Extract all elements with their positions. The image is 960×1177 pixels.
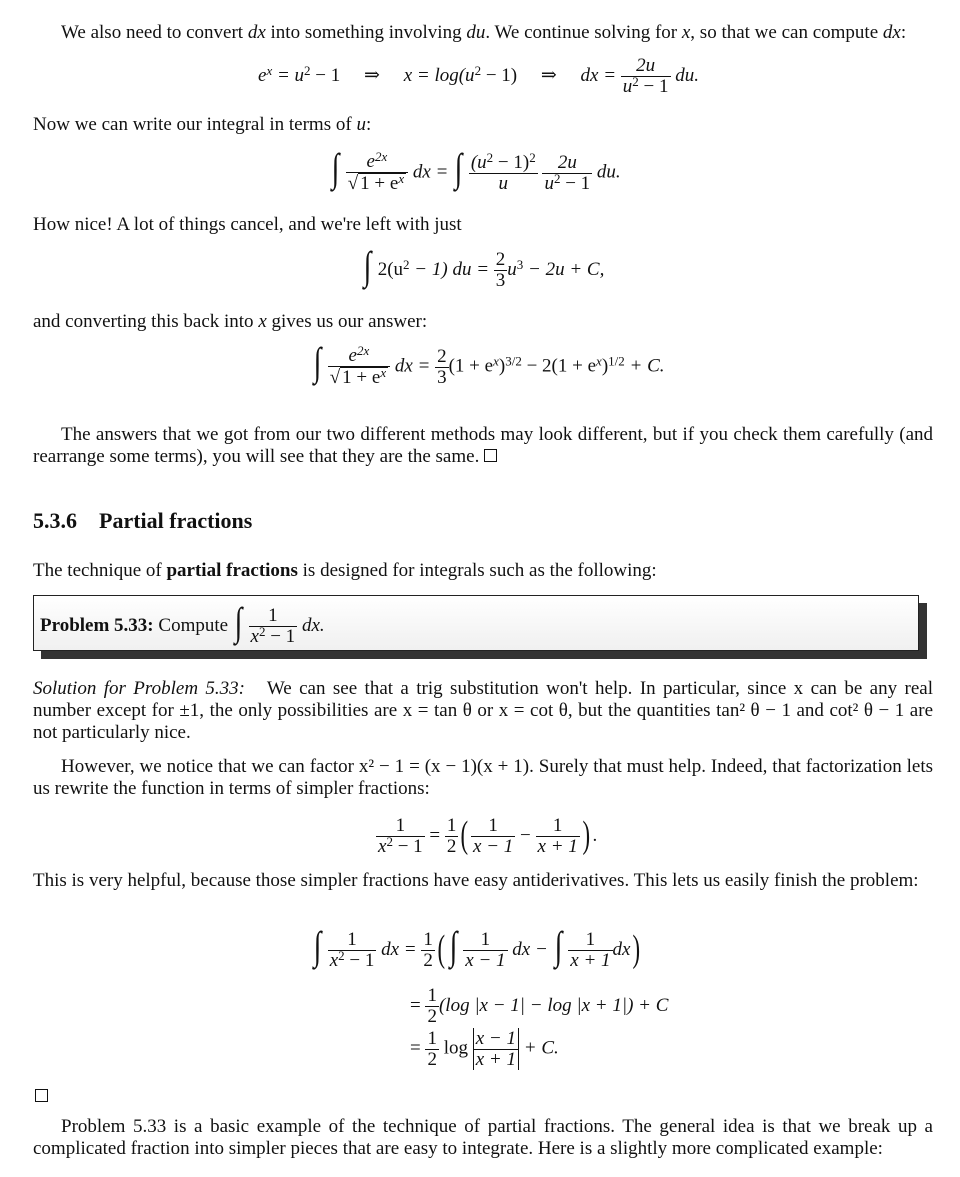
- paragraph-convert-dx: We also need to convert dx into something involving du. We continue solving for x, so that we can compute dx:: [61, 22, 907, 43]
- paragraph-easy-antiderivatives: This is very helpful, because those simpler fractions have easy antiderivatives. This lets us easily finish the problem:: [33, 870, 919, 891]
- paragraph-integral-in-u: Now we can write our integral in terms of u:: [33, 114, 372, 135]
- paragraph-convert-back: and converting this back into x gives us our answer:: [33, 311, 428, 332]
- equation-integral-line3: = $\frac{1}{2}$ log $\frac{x - 1}{x + 1}$ + C.: [410, 1027, 559, 1070]
- section-heading: 5.3.6 Partial fractions: [33, 508, 253, 533]
- equation-integral-u: ∫ $\frac{e^{2x}}{√ 1 + e^x}$ dx = ∫ $\frac{(u^2 - 1)^2}{u}$ $\frac{2u}{u^2 - 1}$ du.: [331, 145, 621, 194]
- paragraph-technique-intro: The technique of partial fractions is designed for integrals such as the following:: [33, 560, 657, 581]
- qed-box-icon: [35, 1086, 48, 1108]
- equation-final-answer: ∫ $\frac{e^{2x}}{√ 1 + e^x}$ dx = $\frac{2}{3}$ $(1 + e^x)^{3/2} - 2(1 + e^x)^{1/2} + C$.: [313, 339, 665, 388]
- equation-integral-line2: = $\frac{1}{2}$ (log |x − 1| − log |x + 1|) + C: [410, 985, 669, 1027]
- equation-integral-line1: ∫ $\frac{1}{x^2 - 1}$ dx = $\frac{1}{2}$ ( ∫ $\frac{1}{x - 1}$ dx − ∫ $\frac{1}{x + 1}$ dx): [313, 922, 641, 971]
- qed-box-icon: [484, 449, 497, 462]
- paragraph-general-idea: Problem 5.33 is a basic example of the technique of partial fractions. The general idea is that we break up a complicated fraction into simpler pieces that are easy to integrate. Here is a slightly more complicated example:: [33, 1116, 933, 1159]
- equation-substitution: $e^x = u^2 - 1$ ⇒ $x = \log(u^2 - 1)$ ⇒ dx = $\frac{2u}{u^2 - 1}$ du.: [258, 55, 700, 97]
- paragraph-factorization: However, we notice that we can factor x² − 1 = (x − 1)(x + 1). Surely that must help. Indeed, that factorization lets us rewrite the function in terms of simpler fractions:: [33, 756, 933, 799]
- paragraph-things-cancel: How nice! A lot of things cancel, and we're left with just: [33, 214, 462, 235]
- equation-simplified-integral: ∫ $2(u^2 - 1)$ du = $\frac{2}{3}$ $u^3 - 2u + C$,: [363, 242, 605, 291]
- problem-box: Problem 5.33: Compute ∫ $\frac{1}{x^2 - 1}$ dx.: [33, 595, 919, 651]
- equation-partial-split: $\frac{1}{x^2 - 1}$ = $\frac{1}{2}$ ( $\frac{1}{x - 1}$ − $\frac{1}{x + 1}$ ) .: [378, 813, 598, 857]
- paragraph-answers-same: The answers that we got from our two different methods may look different, but if you check them carefully (and rearrange some terms), you will see that they are the same.: [33, 424, 933, 467]
- paragraph-solution: Solution for Problem 5.33: We can see that a trig substitution won't help. In particular, since x can be any real number except for ±1, the only possibilities are x = tan θ or x = cot θ, but the quantities tan² θ − 1 and cot² θ − 1 are not particularly nice.: [33, 678, 933, 743]
